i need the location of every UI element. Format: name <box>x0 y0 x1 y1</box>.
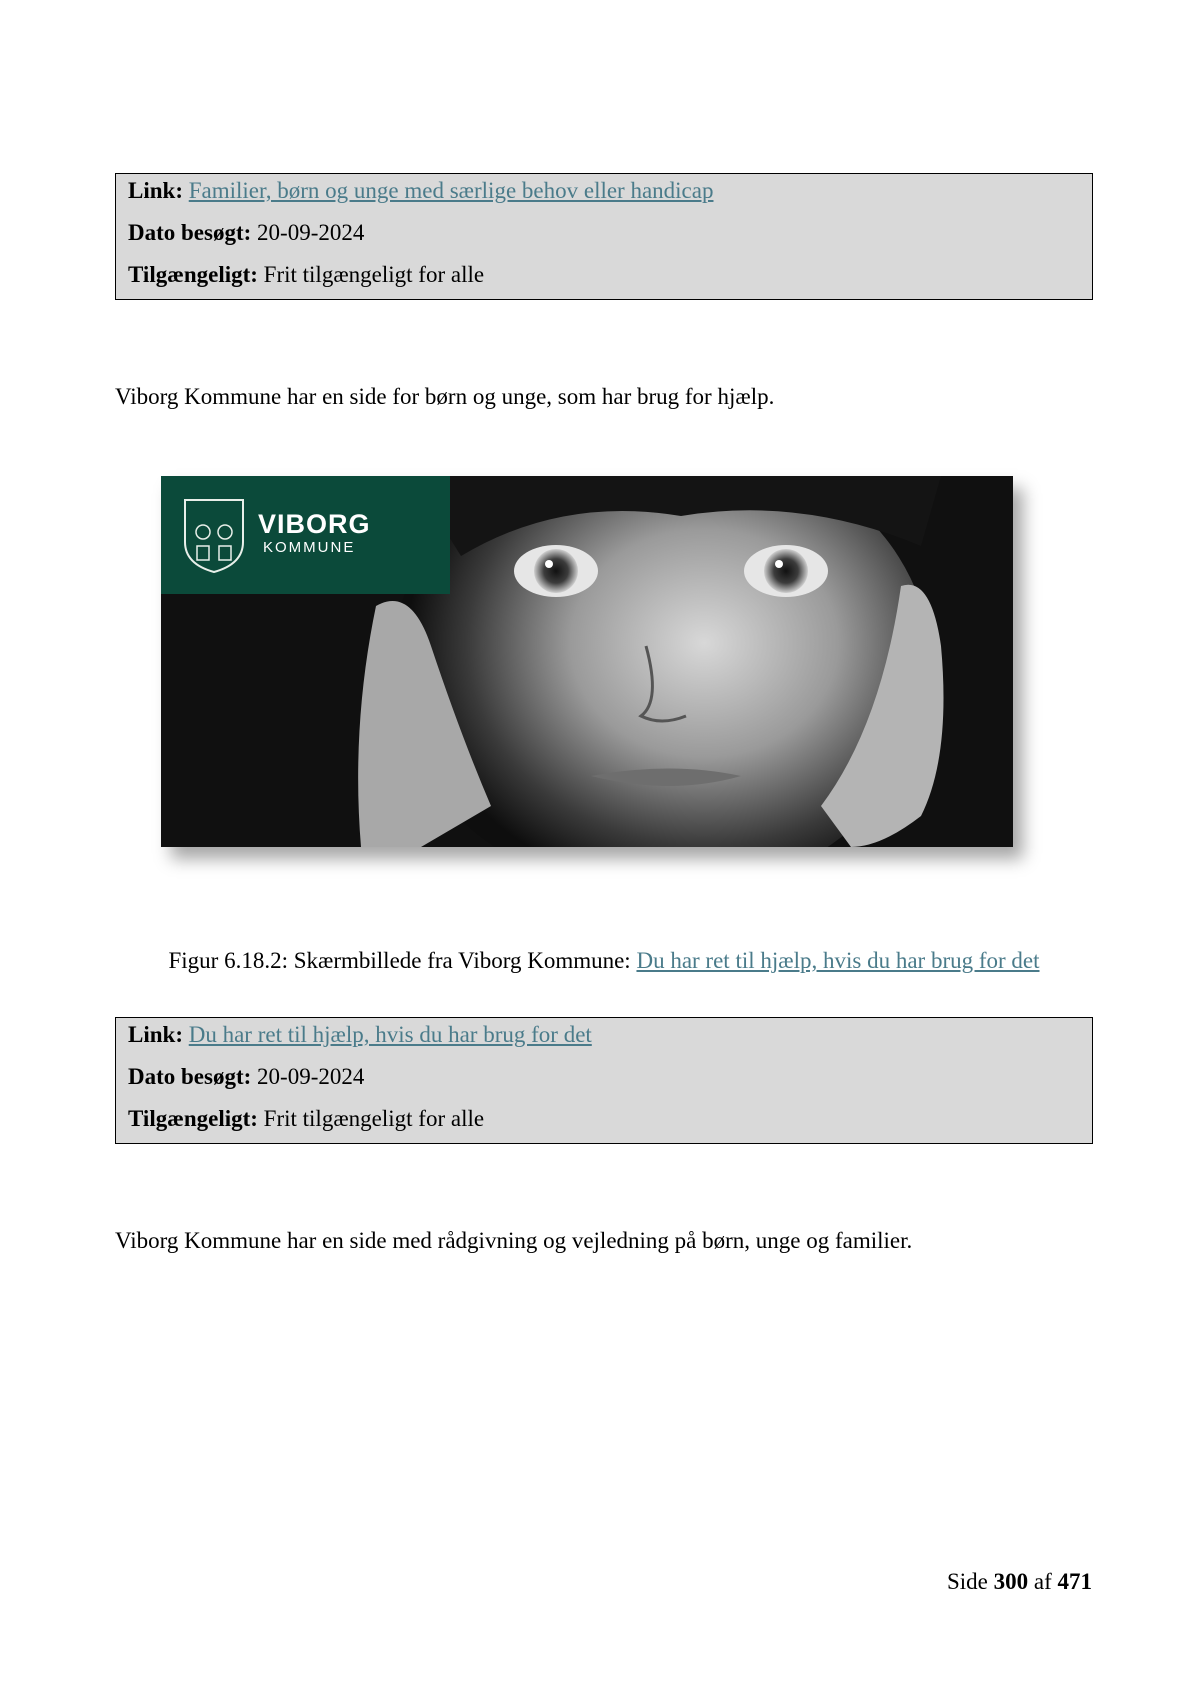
date-row <box>128 219 364 247</box>
of-label: af <box>1033 1569 1052 1594</box>
link-row <box>128 1021 592 1049</box>
page-number <box>947 1568 1092 1596</box>
logo-sub: KOMMUNE <box>263 539 356 556</box>
link-info-box <box>115 173 1093 300</box>
link-label: Link: <box>128 1022 183 1047</box>
access-value: Frit tilgængeligt for alle <box>263 1106 485 1131</box>
paragraph: Viborg Kommune har en side med rådgivning og vejledning på børn, unge og familier. <box>115 1228 913 1253</box>
caption-prefix: Figur 6.18.2: Skærmbillede fra Viborg Kommune: <box>168 948 637 973</box>
date-row <box>128 1063 364 1091</box>
date-label: Dato besøgt: <box>128 220 252 245</box>
child-photo <box>161 476 1013 847</box>
logo-name: VIBORG <box>258 509 371 539</box>
date-label: Dato besøgt: <box>128 1064 252 1089</box>
access-value: Frit tilgængeligt for alle <box>263 262 485 287</box>
link-familier[interactable]: Familier, børn og unge med særlige behov eller handicap <box>188 178 714 203</box>
figure-caption <box>0 947 1200 975</box>
access-label: Tilgængeligt: <box>128 1106 258 1131</box>
total-pages: 471 <box>1057 1569 1092 1594</box>
access-row <box>128 261 484 289</box>
access-label: Tilgængeligt: <box>128 262 258 287</box>
date-value: 20-09-2024 <box>257 1064 365 1089</box>
caption-link[interactable]: Du har ret til hjælp, hvis du har brug for det <box>636 948 1040 973</box>
figure-screenshot <box>161 476 1013 847</box>
link-du-har-ret[interactable]: Du har ret til hjælp, hvis du har brug for det <box>188 1022 592 1047</box>
current-page: 300 <box>993 1569 1029 1594</box>
link-label: Link: <box>128 178 183 203</box>
link-row <box>128 177 713 205</box>
date-value: 20-09-2024 <box>257 220 365 245</box>
access-row <box>128 1105 484 1133</box>
side-label: Side <box>946 1569 988 1594</box>
paragraph: Viborg Kommune har en side for børn og unge, som har brug for hjælp. <box>115 384 775 409</box>
link-info-box <box>115 1017 1093 1144</box>
